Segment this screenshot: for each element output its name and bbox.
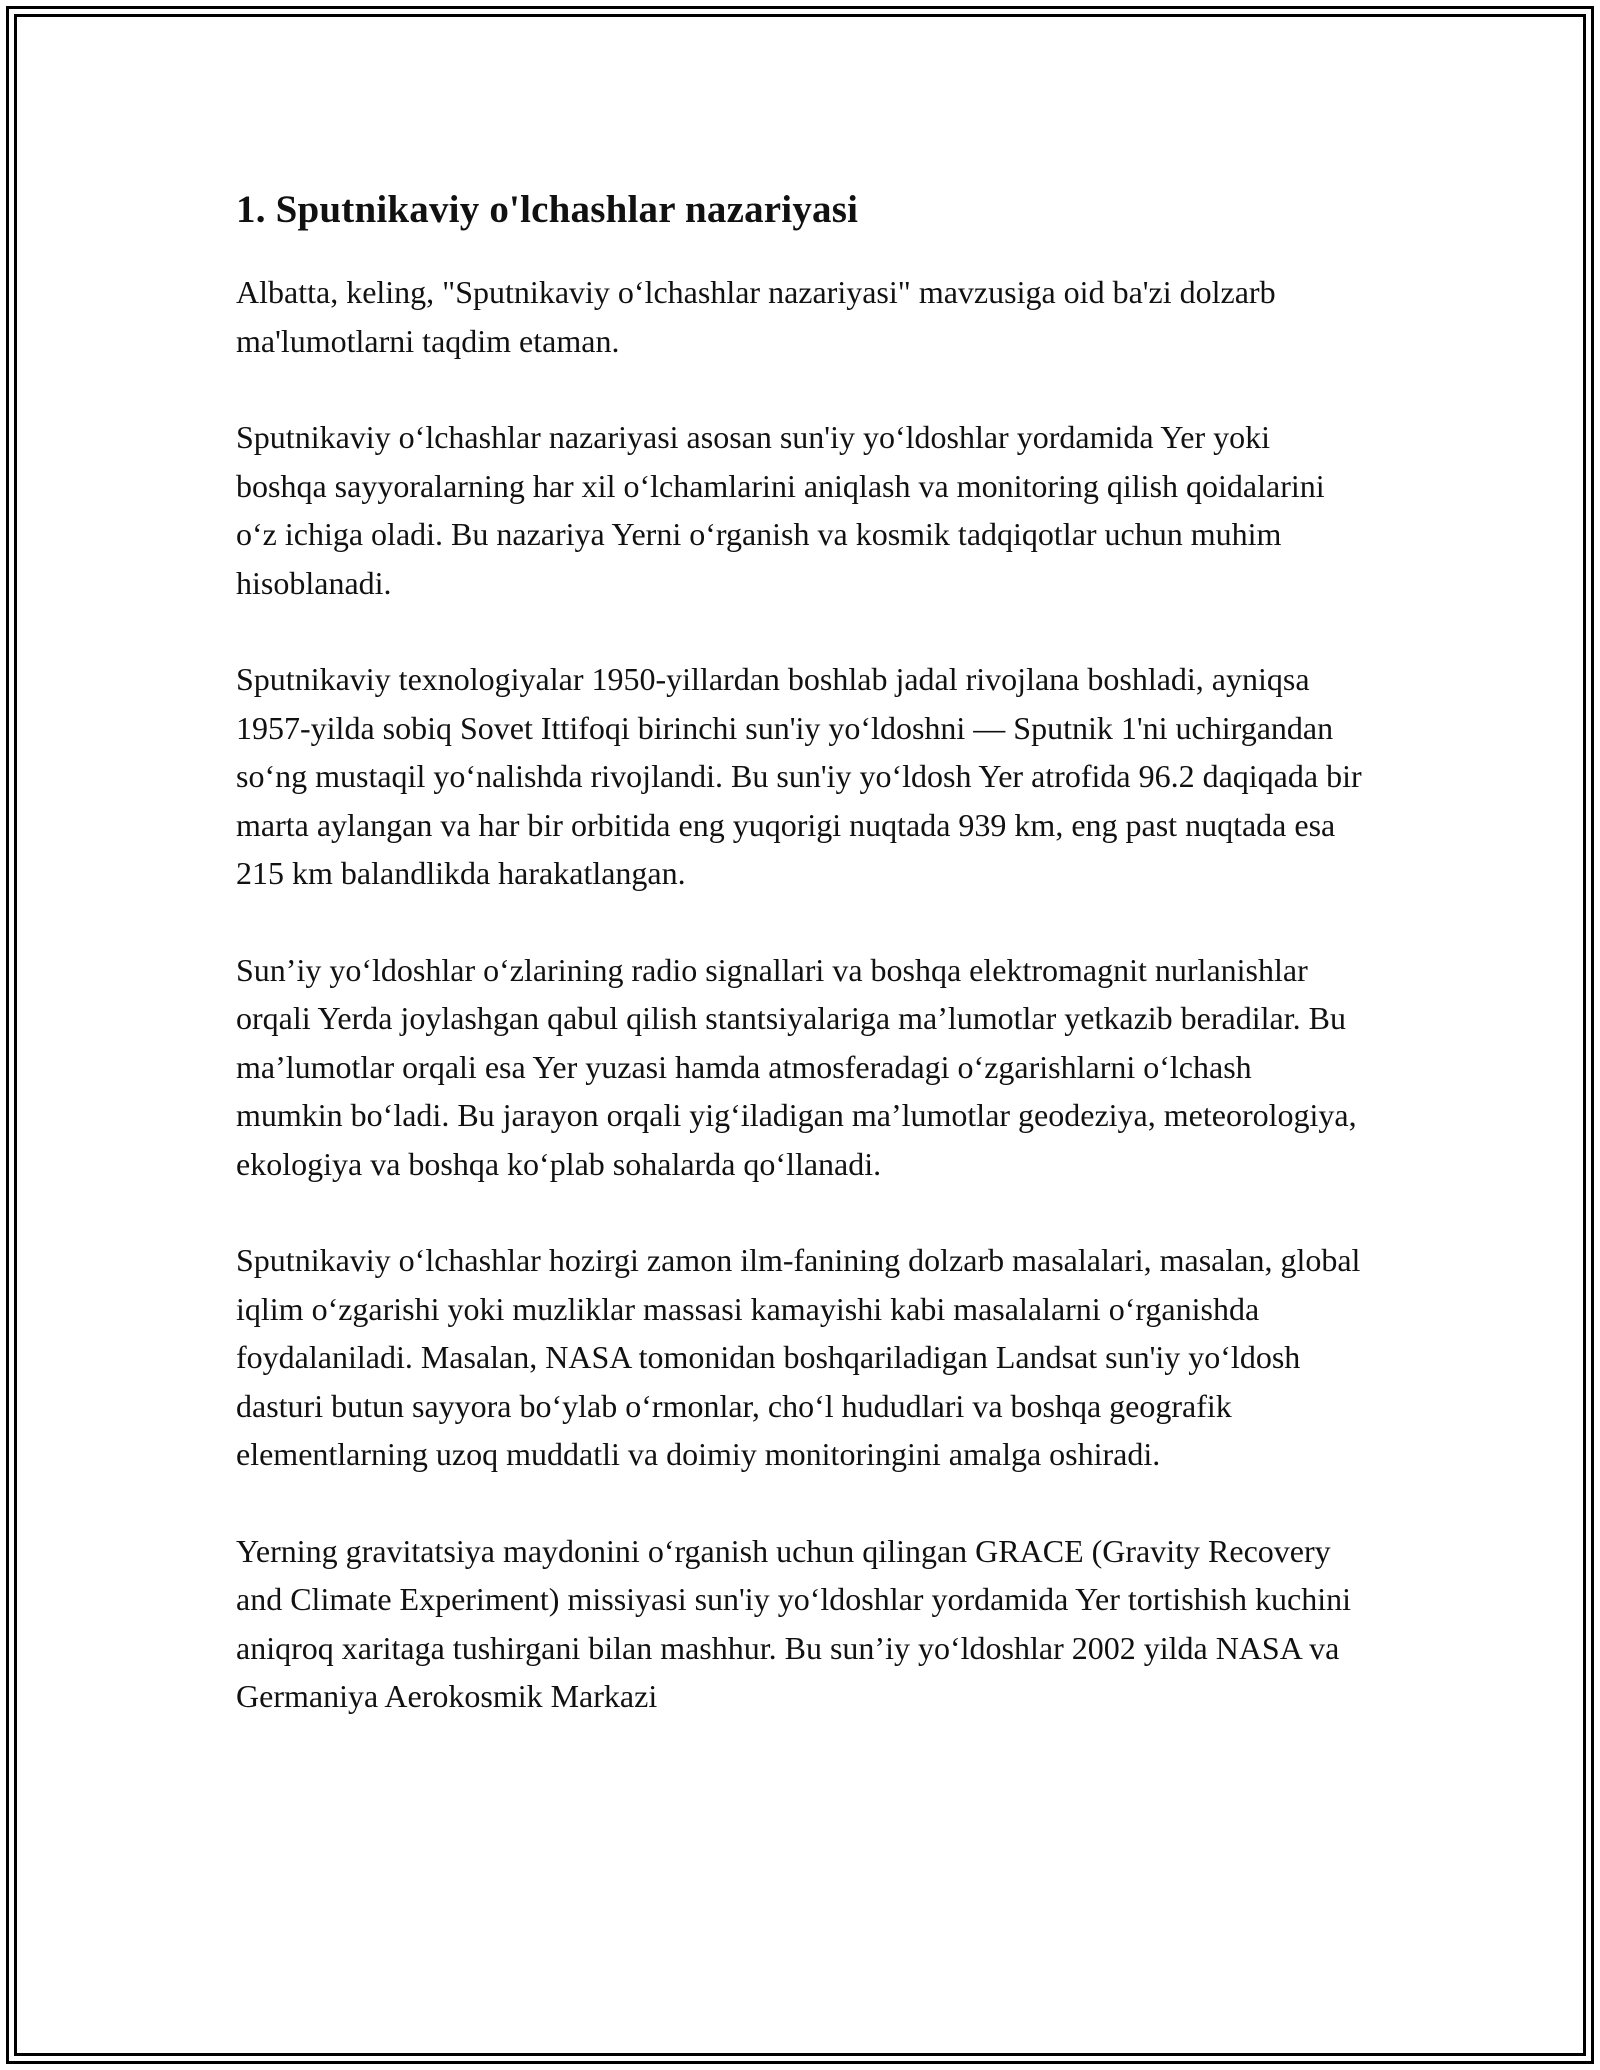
paragraph-sputnik-history: Sputnikaviy texnologiyalar 1950-yillardan boshlab jadal rivojlana boshladi, ayniqsa 1957-yilda sobiq Sovet Ittifoqi birinchi sun'iy yo‘ldoshni — Sputnik 1'ni uchirgandan so‘ng mustaqil yo‘nalishda rivojlandi. Bu sun'iy yo‘ldosh Yer atrofida 96.2 daqiqada bir marta aylangan va har bir orbitida eng yuqorigi nuqtada 939 km, eng past nuqtada esa 215 km balandlikda harakatlangan.	[236, 661, 1362, 891]
paragraph-signal-transmission: Sun’iy yo‘ldoshlar o‘zlarining radio signallari va boshqa elektromagnit nurlanishlar orqali Yerda joylashgan qabul qilish stantsiyalariga ma’lumotlar yetkazib beradilar. Bu ma’lumotlar orqali esa Yer yuzasi hamda atmosferadagi o‘zgarishlarni o‘lchash mumkin bo‘ladi. Bu jarayon orqali yig‘iladigan ma’lumotlar geodeziya, meteorologiya, ekologiya va boshqa ko‘plab sohalarda qo‘llanadi.	[236, 951, 1357, 1182]
page-title: 1. Sputnikaviy o'lchashlar nazariyasi	[236, 188, 859, 231]
paragraph-landsat-monitoring: Sputnikaviy o‘lchashlar hozirgi zamon ilm-fanining dolzarb masalalari, masalan, global iqlim o‘zgarishi yoki muzliklar massasi kamayishi kabi masalalarni o‘rganishda foydalaniladi. Masalan, NASA tomonidan boshqariladigan Landsat sun'iy yo‘ldosh dasturi butun sayyora bo‘ylab o‘rmonlar, cho‘l hududlari va boshqa geografik elementlarning uzoq muddatli va doimiy monitoringini amalga oshiradi.	[236, 1242, 1361, 1472]
document-body	[236, 186, 1366, 1769]
paragraph-theory-definition: Sputnikaviy o‘lchashlar nazariyasi asosan sun'iy yo‘ldoshlar yordamida Yer yoki boshqa sayyoralarning har xil o‘lchamlarini aniqlash va monitoring qilish qoidalarini o‘z ichiga oladi. Bu nazariya Yerni o‘rganish va kosmik tadqiqotlar uchun muhim hisoblanadi.	[236, 419, 1325, 601]
paragraph-intro: Albatta, keling, "Sputnikaviy o‘lchashlar nazariyasi" mavzusiga oid ba'zi dolzarb ma'lumotlarni taqdim etaman.	[236, 274, 1276, 359]
paragraph-grace-mission: Yerning gravitatsiya maydonini o‘rganish uchun qilingan GRACE (Gravity Recovery and Climate Experiment) missiyasi sun'iy yo‘ldoshlar yordamida Yer tortishish kuchini aniqroq xaritaga tushirgani bilan mashhur. Bu sun’iy yo‘ldoshlar 2002 yilda NASA va Germaniya Aerokosmik Markazi	[236, 1532, 1351, 1714]
